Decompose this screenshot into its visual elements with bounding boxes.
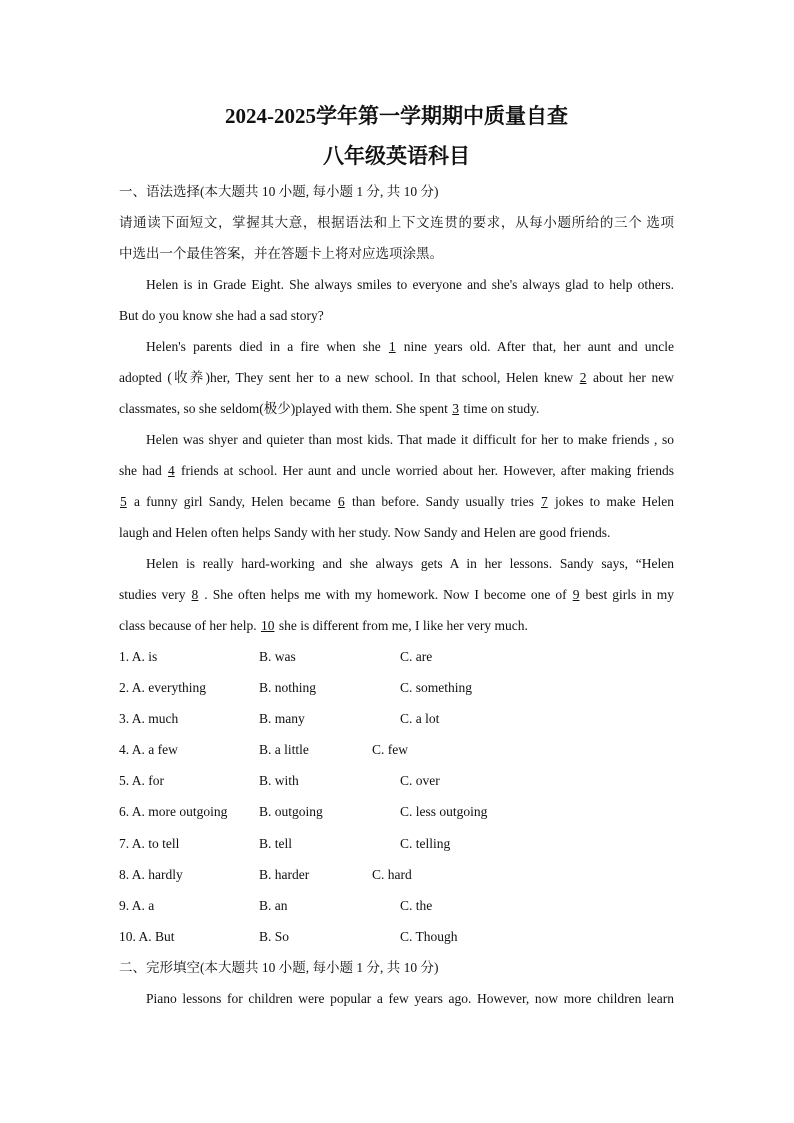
option-b: B. a little xyxy=(259,742,309,758)
option-c: C. telling xyxy=(400,835,451,851)
exam-subtitle: 八年级英语科目 xyxy=(323,144,470,168)
option-a: 1. A. is xyxy=(119,649,158,664)
option-c: C. a lot xyxy=(400,711,440,727)
option-a: 3. A. much xyxy=(119,711,179,727)
text-segment: studies very xyxy=(119,587,191,602)
passage-p1-line2: But do you know she had a sad story? xyxy=(119,308,324,323)
text-segment: a funny girl Sandy, Helen became xyxy=(127,494,338,509)
option-a: 5. A. for xyxy=(119,773,164,789)
option-row-10 xyxy=(119,921,674,952)
text-segment: Helen's parents died in a fire when she xyxy=(146,339,388,354)
exam-page xyxy=(119,98,674,1014)
option-b: B. an xyxy=(259,897,288,913)
text-segment: she had xyxy=(119,463,167,478)
option-c: C. are xyxy=(400,649,433,664)
option-a: 8. A. hardly xyxy=(119,866,183,882)
passage-p1-line1: Helen is in Grade Eight. She always smiles to everyone and she's always glad to help others. xyxy=(146,277,674,292)
option-b: B. So xyxy=(259,928,290,944)
option-b: B. nothing xyxy=(259,680,317,696)
option-b: B. tell xyxy=(259,835,292,851)
passage-p2-line2 xyxy=(119,362,674,393)
option-row-9 xyxy=(119,890,674,921)
text-segment: friends at school. Her aunt and uncle worried about her. However, after making friends xyxy=(175,463,674,478)
option-c: C. few xyxy=(372,742,408,758)
option-a: 6. A. more outgoing xyxy=(119,804,228,820)
passage-p3-line1: Helen was shyer and quieter than most kids. That made it difficult for her to make friends , so xyxy=(146,432,674,447)
text-segment: about her new xyxy=(587,370,675,385)
text-segment: nine years old. After that, her aunt and uncle xyxy=(396,339,674,354)
option-row-6 xyxy=(119,796,674,827)
section1-heading: 一、语法选择(本大题共 10 小题, 每小题 1 分, 共 10 分) xyxy=(119,184,439,199)
option-a: 2. A. everything xyxy=(119,680,206,696)
blank-10: 10 xyxy=(260,618,275,633)
blank-7: 7 xyxy=(541,494,548,509)
text-segment: she is different from me, I like her very much. xyxy=(275,618,528,633)
option-a: 4. A. a few xyxy=(119,742,178,758)
text-segment: best girls in my xyxy=(580,587,674,602)
option-row-5 xyxy=(119,765,674,796)
passage-p4-line3 xyxy=(119,610,674,641)
option-a: 7. A. to tell xyxy=(119,835,180,851)
text-segment: time on study. xyxy=(459,401,540,416)
option-a: 9. A. a xyxy=(119,897,155,913)
option-b: B. outgoing xyxy=(259,804,323,820)
option-a: 10. A. But xyxy=(119,928,175,944)
passage-p2-line1 xyxy=(119,331,674,362)
blank-4: 4 xyxy=(167,463,175,478)
text-segment: jokes to make Helen xyxy=(548,494,674,509)
text-segment: adopted (收养)her, They sent her to a new school. In that school, Helen knew xyxy=(119,370,579,385)
section2-p1-line1: Piano lessons for children were popular a few years ago. However, now more children learn xyxy=(146,990,674,1006)
blank-8: 8 xyxy=(191,587,199,602)
section1-instruction-line1: 请通读下面短文，掌握其大意，根据语法和上下文连贯的要求，从每小题所给的三个 选项 xyxy=(119,215,674,230)
option-row-8 xyxy=(119,859,674,890)
option-b: B. was xyxy=(259,649,296,664)
option-row-3 xyxy=(119,703,674,734)
text-segment: classmates, so she seldom(极少)played with them. She spent xyxy=(119,401,452,416)
passage-p3-line4: laugh and Helen often helps Sandy with her study. Now Sandy and Helen are good friends. xyxy=(119,525,611,540)
passage-p4-line1: Helen is really hard-working and she always gets A in her lessons. Sandy says, “Helen xyxy=(146,556,674,571)
section1-instruction-line2: 中选出一个最佳答案，并在答题卡上将对应选项涂黑。 xyxy=(119,246,443,261)
blank-1: 1 xyxy=(388,339,396,354)
option-c: C. over xyxy=(400,773,440,789)
option-c: C. something xyxy=(400,680,473,696)
option-row-1 xyxy=(119,641,674,672)
blank-6: 6 xyxy=(338,494,345,509)
blank-3: 3 xyxy=(452,401,459,416)
option-row-2 xyxy=(119,672,674,703)
option-b: B. many xyxy=(259,711,305,727)
exam-title: 2024-2025学年第一学期期中质量自查 xyxy=(225,104,568,128)
blank-2: 2 xyxy=(579,370,587,385)
passage-p2-line3 xyxy=(119,393,674,424)
option-c: C. the xyxy=(400,897,433,913)
passage-p3-line2 xyxy=(119,455,674,486)
passage-p3-line3 xyxy=(119,486,674,517)
option-b: B. with xyxy=(259,773,299,789)
option-row-7 xyxy=(119,828,674,859)
option-row-4 xyxy=(119,734,674,765)
section2-heading: 二、完形填空(本大题共 10 小题, 每小题 1 分, 共 10 分) xyxy=(119,959,439,975)
option-c: C. Though xyxy=(400,928,458,944)
options-list xyxy=(119,641,674,952)
text-segment: than before. Sandy usually tries xyxy=(345,494,541,509)
blank-5: 5 xyxy=(120,494,127,509)
option-c: C. less outgoing xyxy=(400,804,488,820)
blank-9: 9 xyxy=(572,587,580,602)
option-b: B. harder xyxy=(259,866,310,882)
text-segment: class because of her help. xyxy=(119,618,260,633)
option-c: C. hard xyxy=(372,866,412,882)
text-segment: . She often helps me with my homework. Now I become one of xyxy=(199,587,572,602)
passage-p4-line2 xyxy=(119,579,674,610)
